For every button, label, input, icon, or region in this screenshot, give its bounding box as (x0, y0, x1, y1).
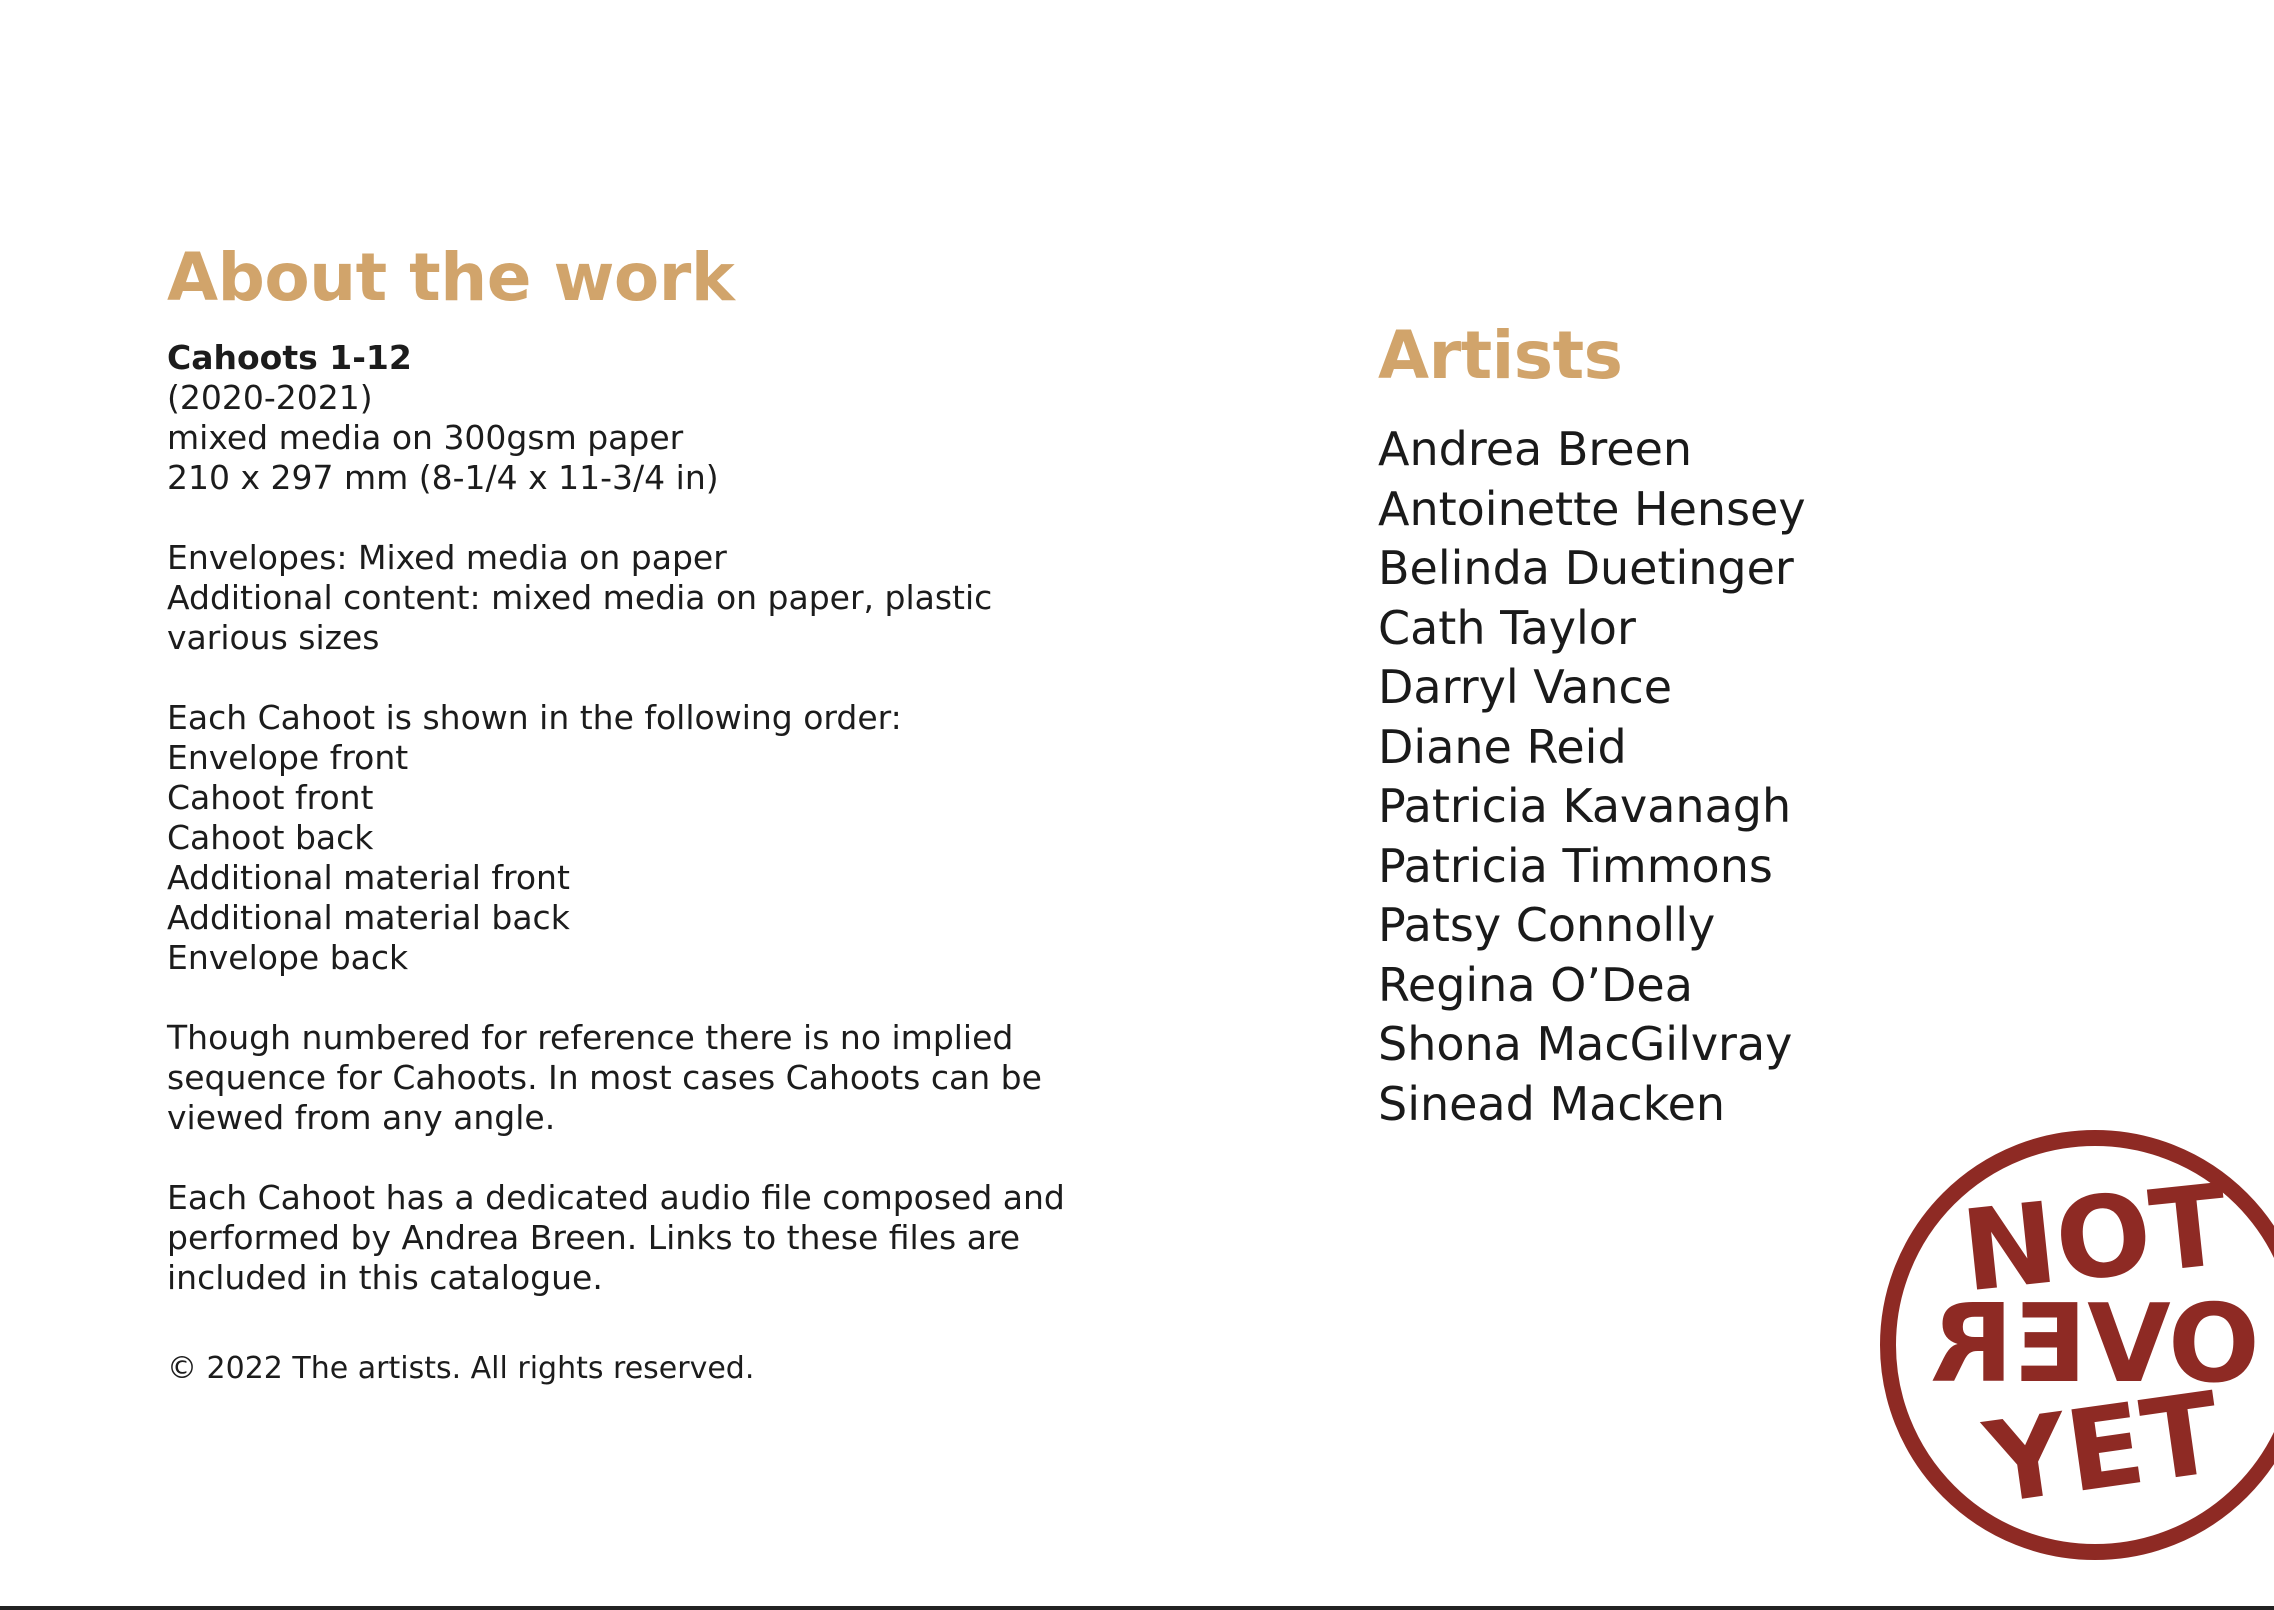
materials-line: Envelopes: Mixed media on paper (167, 538, 727, 577)
artist-name: Andrea Breen (1378, 422, 1693, 476)
work-info (167, 338, 1107, 498)
audio-note-line: Each Cahoot has a dedicated audio file composed and (167, 1178, 1065, 1217)
copyright-notice: © 2022 The artists. All rights reserved. (167, 1351, 755, 1386)
artist-name: Patricia Timmons (1378, 838, 1773, 893)
artist-name: Diane Reid (1378, 719, 1627, 774)
work-detail: mixed media on 300gsm paper (167, 418, 684, 457)
order-item: Additional material front (167, 858, 570, 897)
artist-name: Cath Taylor (1378, 600, 1636, 655)
artist-name: Darryl Vance (1378, 660, 1673, 714)
not-over-yet-stamp-logo (1875, 1125, 2274, 1565)
sequence-note (167, 1018, 1107, 1138)
stamp-word-over: OVER (1930, 1282, 2260, 1407)
order-item: Cahoot back (167, 818, 374, 857)
artists-list (1378, 420, 1978, 1134)
work-title: Cahoots 1-12 (167, 338, 412, 377)
bottom-divider (0, 1606, 2274, 1610)
materials-info (167, 538, 1107, 658)
order-item: Envelope front (167, 738, 409, 777)
audio-note-line: performed by Andrea Breen. Links to these files are (167, 1218, 1021, 1257)
order-item: Additional material back (167, 898, 570, 937)
about-heading: About the work (167, 239, 735, 316)
sequence-note-line: Though numbered for reference there is no implied (167, 1018, 1014, 1057)
artist-name: Regina O’Dea (1378, 957, 1693, 1012)
order-item: Cahoot front (167, 778, 374, 817)
sequence-note-line: viewed from any angle. (167, 1098, 556, 1137)
work-detail: 210 x 297 mm (8-1/4 x 11-3/4 in) (167, 458, 719, 497)
materials-line: various sizes (167, 618, 380, 657)
stamp-word-not: NOT (1956, 1160, 2234, 1318)
artist-name: Shona MacGilvray (1378, 1017, 1793, 1071)
artist-name: Sinead Macken (1378, 1076, 1726, 1131)
artist-name: Antoinette Hensey (1378, 481, 1806, 536)
audio-note-line: included in this catalogue. (167, 1258, 603, 1297)
sequence-note-line: sequence for Cahoots. In most cases Cahoots can be (167, 1058, 1042, 1097)
artist-name: Belinda Duetinger (1378, 541, 1794, 595)
display-order (167, 698, 1107, 978)
about-section (167, 238, 1107, 1388)
audio-note (167, 1178, 1107, 1298)
materials-line: Additional content: mixed media on paper, plastic (167, 578, 993, 617)
artists-heading: Artists (1378, 317, 1623, 394)
work-detail: (2020-2021) (167, 378, 373, 417)
artist-name: Patricia Kavanagh (1378, 779, 1792, 833)
artists-section (1378, 318, 1978, 1134)
order-intro: Each Cahoot is shown in the following order: (167, 698, 902, 737)
stamp-word-yet: YET (1977, 1368, 2228, 1530)
artist-name: Patsy Connolly (1378, 898, 1716, 952)
order-item: Envelope back (167, 938, 409, 977)
